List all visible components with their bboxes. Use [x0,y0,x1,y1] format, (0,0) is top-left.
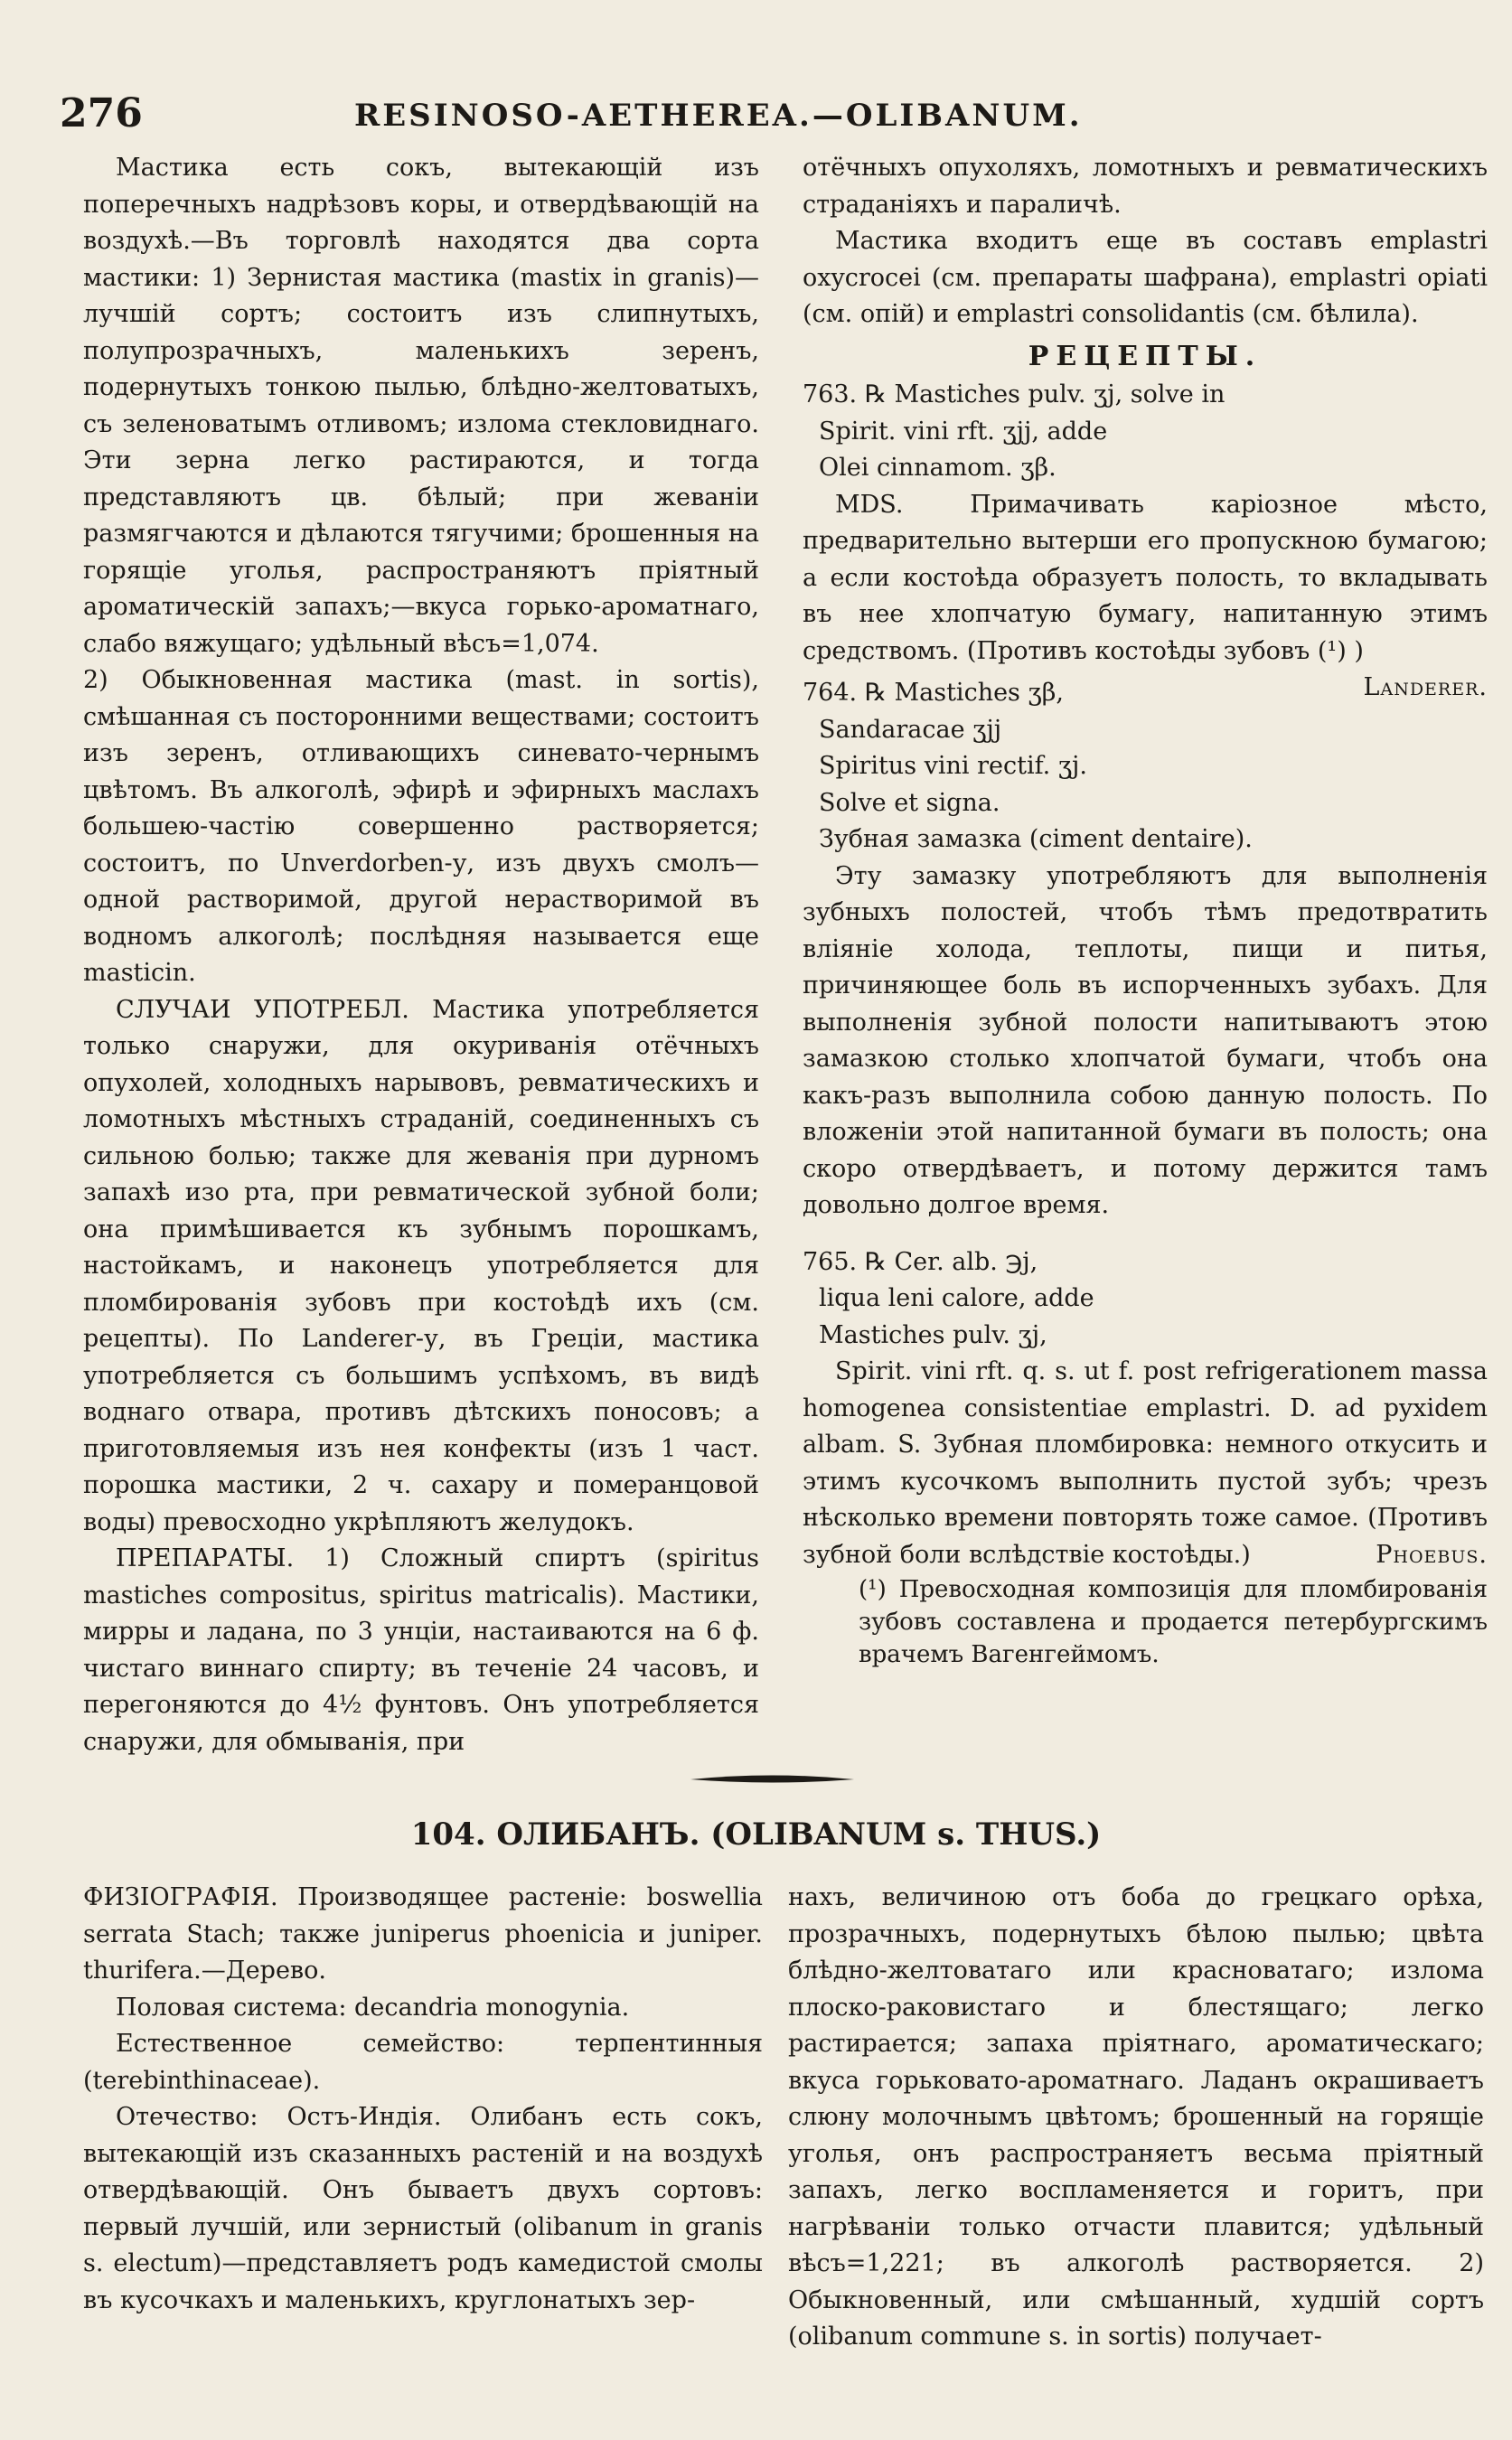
right-column [803,150,1488,1671]
recipe-instructions: Эту замазку употребляютъ для выполненія зубныхъ полостей, чтобъ тѣмъ предотвратить вліяніе холода, теплоты, пищи и питья, причиняющее боль въ испорченныхъ зубахъ. Для выполненія зубной полости напитываютъ этою замазкою столько хлопчатой бумаги, чтобъ она какъ-разъ выполнила собою данную полость. По вложеніи этой напитанной бумаги въ полость; она скоро отвердѣваетъ, и потому держится тамъ довольно долгое время. [803,861,1488,1219]
recipe-text: MDS. Примачивать каріозное мѣсто, предварительно вытерши его пропускною бумагою; а если костоѣда образуетъ полость, то вкладывать въ нее хлопчатую бумагу, напитанную этимъ средствомъ. (Противъ костоѣды зубовъ (¹) ) [803,490,1488,665]
recipe-line: Spiritus vini rectif. ʒj. [819,752,1088,780]
olibanum-right-column [788,1880,1484,2356]
mastic-preparations: ПРЕПАРАТЫ. 1) Сложный спиртъ (spiritus mastiches compositus, spiritus matricalis). Мастики, мирры и ладана, по 3 унціи, настаиваются на 6 ф. чистаго виннаго спирту; въ теченіе 24 часовъ, и перегоняются до 4½ фунтовъ. Онъ употребляется снаружи, для обмыванія, при [83,1544,759,1756]
recipe-line: 764. ℞ Mastiches ʒβ, [803,679,1064,707]
olibanum-description: нахъ, величиною отъ боба до грецкаго орѣха, прозрачныхъ, подернутыхъ бѣлою пылью; цвѣта блѣдно-желтоватаго или красноватаго; излома плоско-раковистаго и блестящаго; легко растирается; запаха пріятнаго, ароматическаго; вкуса горьковато-ароматнаго. Ладанъ окрашиваетъ слюну молочнымъ цвѣтомъ; брошенный на горящіе уголья, онъ распространяетъ весьма пріятный запахъ, легко воспламеняется и горитъ, при нагрѣваніи только отчасти плавится; удѣльный вѣсъ=1,221; въ алкоголѣ растворяется. 2) Обыкновенный, или смѣшанный, худшій сортъ (olibanum commune s. in sortis) получает- [788,1883,1484,2351]
natural-family: Естественное семейство: терпентинныя (terebinthinaceae). [83,2030,763,2095]
recipe-764 [803,675,1488,1225]
continued-text: отёчныхъ опухоляхъ, ломотныхъ и ревматическихъ страданіяхъ и параличѣ. [803,154,1488,219]
section-divider [689,1773,856,1786]
section-title: 104. ОЛИБАНЪ. (OLIBANUM s. THUS.) [410,1816,1102,1853]
left-column [83,150,759,1760]
recipe-author: Landerer. [1363,673,1488,701]
recipe-line: Solve et signa. [819,788,1000,817]
recipe-instructions [803,1354,1488,1573]
recipe-subtitle: Зубная замазка (ciment dentaire). [819,825,1253,853]
physiography: ФИЗІОГРАФІЯ. Производящее растеніе: boswellia serrata Stach; также juniperus phoenicia и juniper. thurifera.—Дерево. [83,1883,763,1985]
recipe-text: Spirit. vini rft. q. s. ut f. post refrigerationem massa homogenea consistentiae emplastri. D. ad pyxidem albam. S. Зубная пломбировка: немного откусить и этимъ кусочкомъ выполнить пустой зубъ; чрезъ нѣсколько времени повторять тоже самое. (Противъ зубной боли вслѣдствіе костоѣды.) [803,1357,1488,1569]
recipe-765 [803,1244,1488,1574]
footnote: (¹) Превосходная композиція для пломбированія зубовъ составлена и продается петербургскимъ врачемъ Вагенгеймомъ. [859,1576,1488,1668]
mastic-common-sort: 2) Обыкновенная мастика (mast. in sortis), смѣшанная съ посторонними веществами; состоитъ изъ зеренъ, отливающихъ синевато-чернымъ цвѣтомъ. Въ алкоголѣ, эфирѣ и эфирныхъ маслахъ большею-частію совершенно растворяется; состоитъ, по Unverdorben-у, изъ двухъ смолъ—одной растворимой, другой нерастворимой въ водномъ алкоголѣ; послѣдняя называется еще masticin. [83,666,759,987]
page-header [56,83,1466,137]
recipe-line: Olei cinnamom. ʒβ. [819,454,1057,482]
olibanum-left-column [83,1880,763,2319]
mastic-description: Мастика есть сокъ, вытекающій изъ поперечныхъ надрѣзовъ коры, и отвердѣвающій на воздухѣ.—Въ торговлѣ находятся два сорта мастики: 1) Зернистая мастика (mastix in granis)—лучшій сортъ; состоитъ изъ слипнутыхъ, полупрозрачныхъ, маленькихъ зеренъ, подернутыхъ тонкою пылью, блѣдно-желтоватыхъ, съ зеленоватымъ отливомъ; излома стекловиднаго. Эти зерна легко растираются, и тогда представляютъ цв. бѣлый; при жеваніи размягчаются и дѣлаются тягучими; брошенныя на горящіе уголья, распространяютъ пріятный ароматическій запахъ;—вкуса горько-ароматнаго, слабо вяжущаго; удѣльный вѣсъ=1,074. [83,154,759,658]
recipe-line: Mastiches pulv. ʒj, [819,1320,1047,1349]
running-head: RESINOSO-AETHEREA.—OLIBANUM. [354,98,1083,134]
page-number: 276 [60,90,143,136]
recipe-line: 765. ℞ Cer. alb. ℈j, [803,1247,1038,1276]
homeland-description: Отечество: Остъ-Индія. Олибанъ есть сокъ, вытекающій изъ сказанныхъ растеній и на воздухѣ отвердѣвающій. Онъ бываетъ двухъ сортовъ: первый лучшій, или зернистый (olibanum in granis s. electum)—представляетъ родъ камедистой смолы въ кусочкахъ и маленькихъ, круглонатыхъ зер- [83,2103,763,2314]
recipe-line: Spirit. vini rft. ʒjj, adde [819,417,1108,446]
recipes-title: РЕЦЕПТЫ. [1028,340,1263,372]
sexual-system: Половая система: decandria monogynia. [116,1993,630,2022]
mastic-compositions: Мастика входитъ еще въ составъ emplastri oxycrocei (см. препараты шафрана), emplastri opiati (см. опій) и emplastri consolidantis (см. бѣлила). [803,227,1488,328]
recipe-line: Sandaracae ʒjj [819,715,1002,744]
recipe-line: 763. ℞ Mastiches pulv. ʒj, solve in [803,380,1226,408]
recipe-author: Phoebus. [1376,1540,1488,1569]
recipe-line: liqua leni calore, adde [819,1284,1094,1312]
mastic-uses: СЛУЧАИ УПОТРЕБЛ. Мастика употребляется только снаружи, для окуриванія отёчныхъ опухолей, холодныхъ нарывовъ, ревматическихъ и ломотныхъ мѣстныхъ страданій, соединенныхъ съ сильною болью; также для жеванія при дурномъ запахѣ изо рта, при ревматической зубной боли; она примѣшивается къ зубнымъ порошкамъ, настойкамъ, и наконецъ употребляется для пломбированія зубовъ при костоѣдѣ ихъ (см. рецепты). По Landerer-у, въ Греціи, мастика употребляется съ большимъ успѣхомъ, въ видѣ воднаго отвара, противъ дѣтскихъ поносовъ; а приготовляемыя изъ нея конфекты (изъ 1 част. порошка мастики, 2 ч. сахару и померанцовой воды) превосходно укрѣпляютъ желудокъ. [83,995,759,1536]
